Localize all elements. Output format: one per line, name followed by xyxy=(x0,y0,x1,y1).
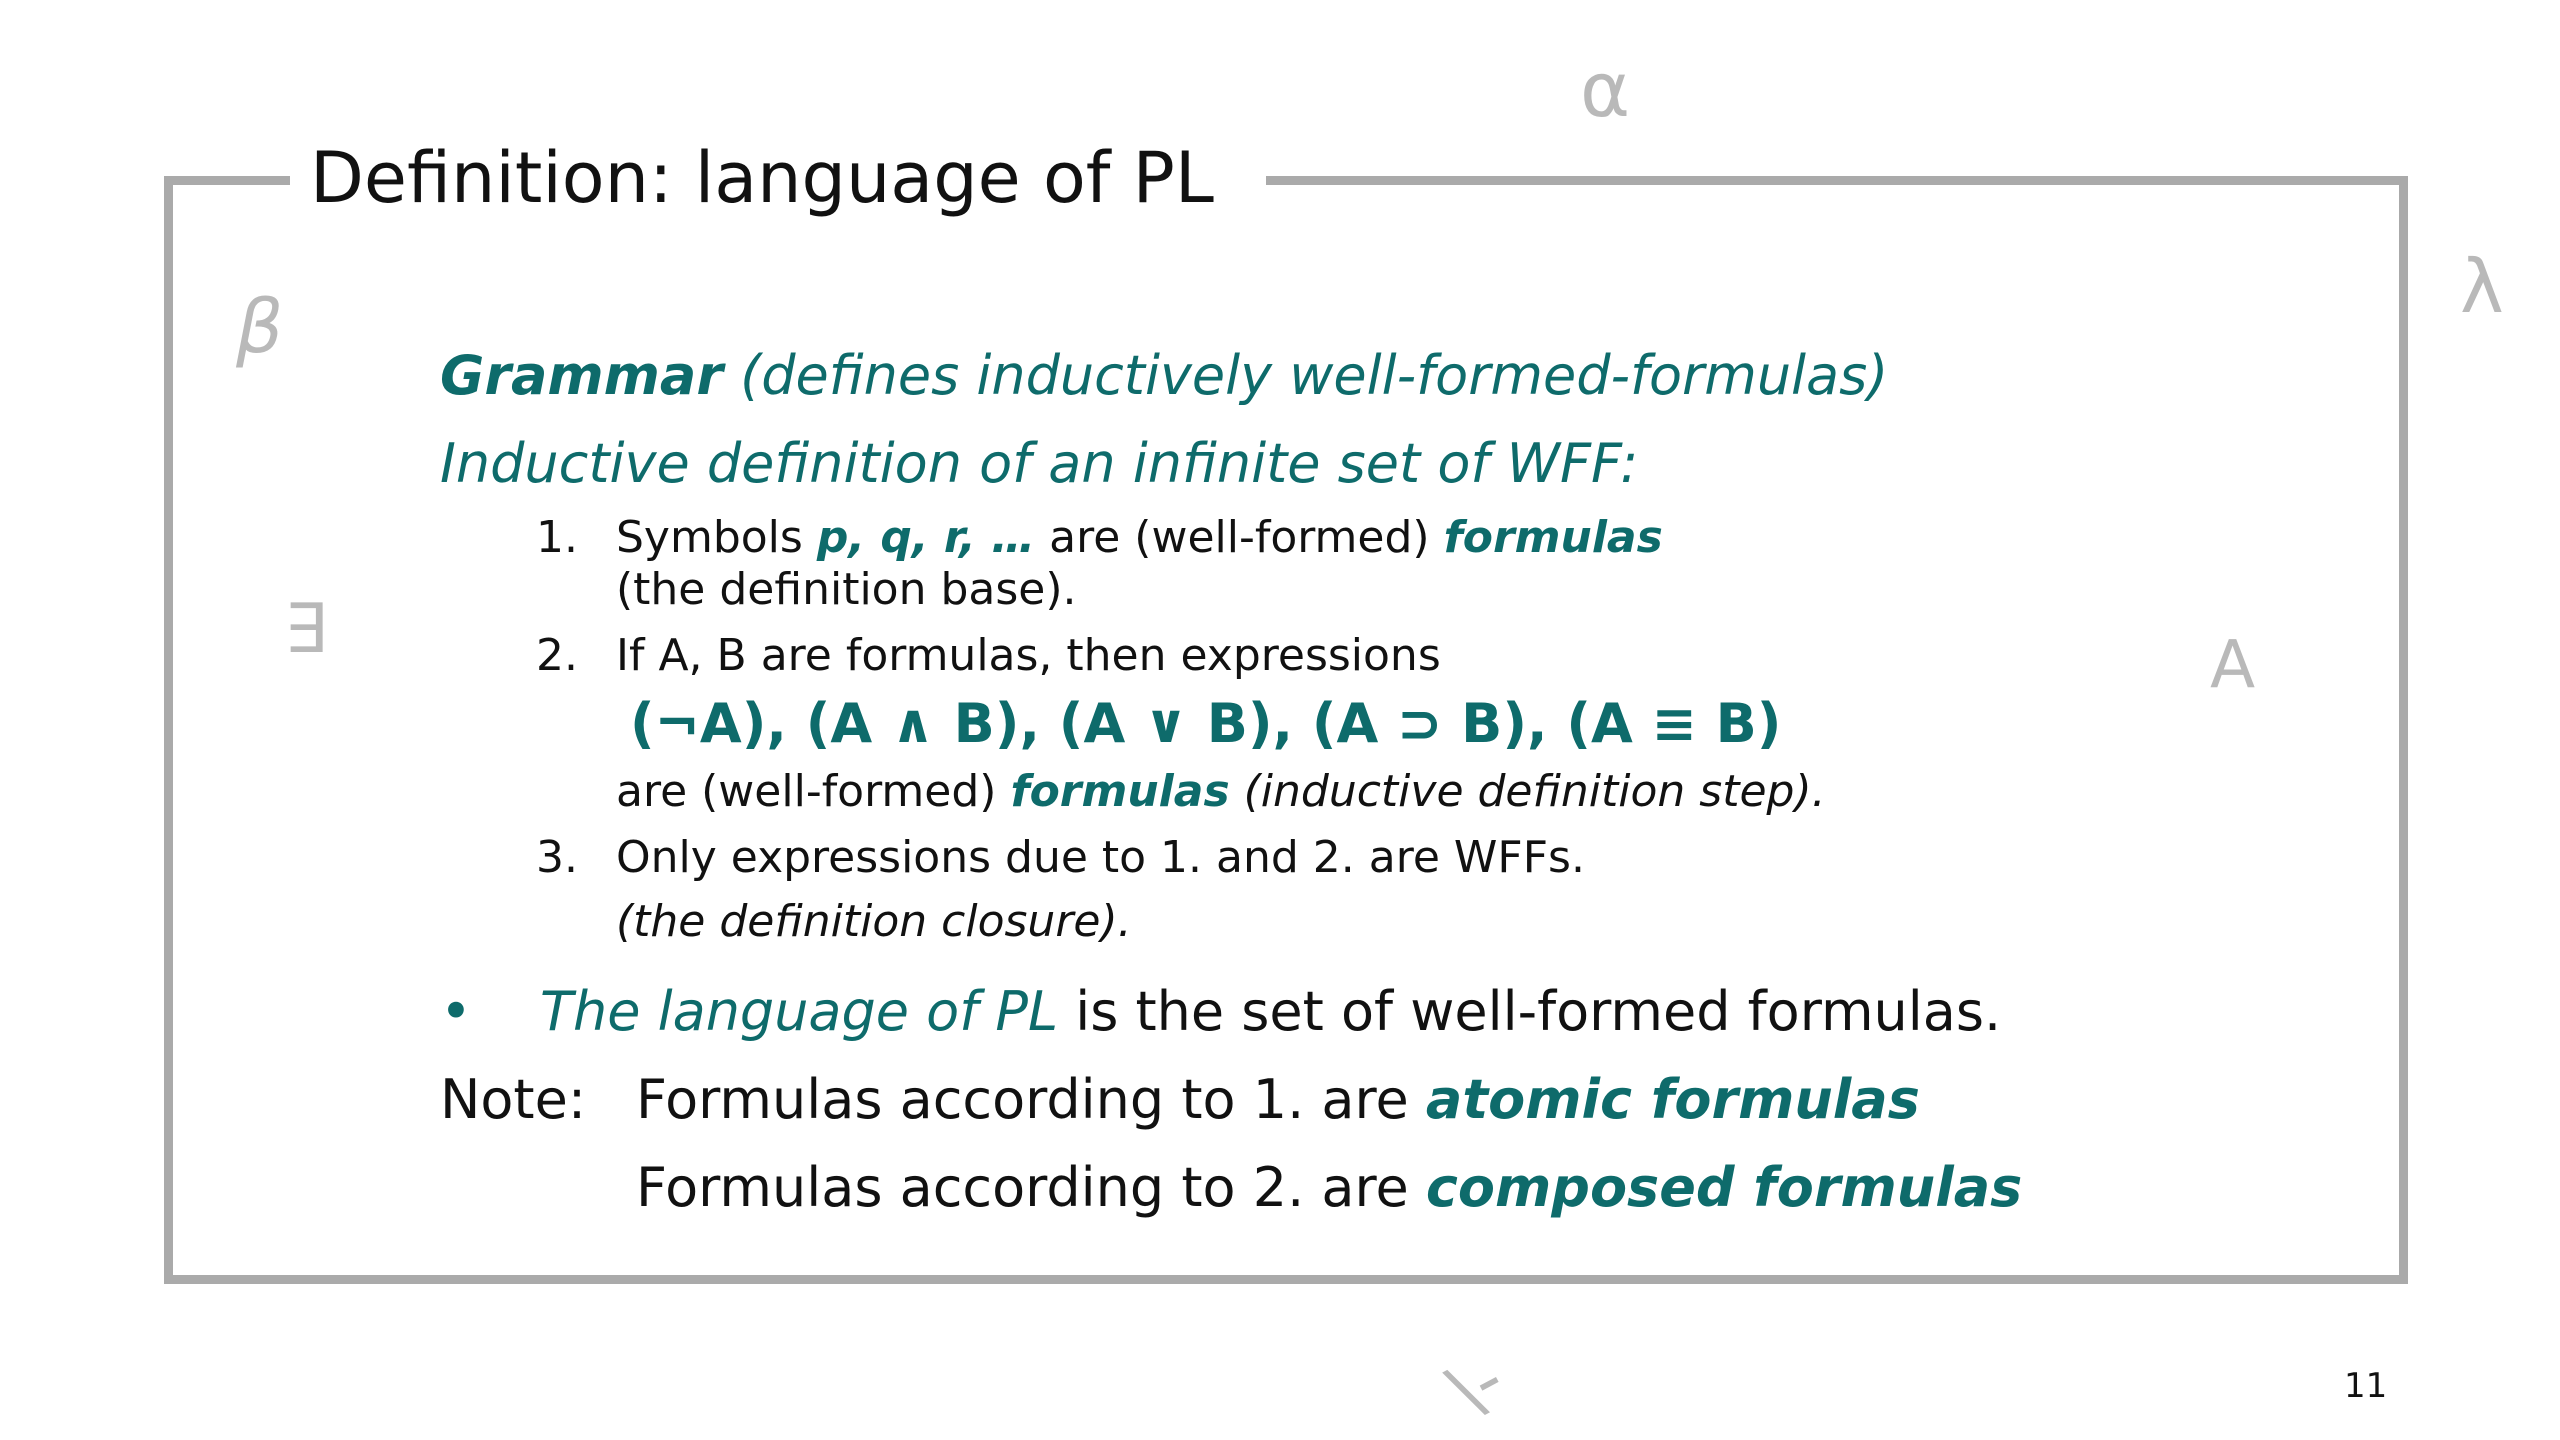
alpha-symbol-icon: α xyxy=(1580,45,1631,134)
item-number: 1. xyxy=(536,512,578,563)
note-emphasis: atomic formulas xyxy=(1425,1068,1920,1131)
language-bullet xyxy=(440,968,2340,1056)
bullet-dot: • xyxy=(440,980,472,1043)
note-emphasis: composed formulas xyxy=(1425,1156,2023,1219)
item-lead-text: Symbols xyxy=(616,512,817,563)
lambda-symbol-icon: λ xyxy=(2460,244,2504,330)
forall-symbol-icon: ∀ xyxy=(2210,623,2256,700)
grammar-label: Grammar xyxy=(440,344,723,407)
slide-content xyxy=(440,332,2340,1232)
slide-title: Definition: language of PL xyxy=(290,130,1266,226)
turnstile-symbol-icon: \- xyxy=(1435,1337,1518,1433)
item-emphasis: formulas xyxy=(1443,512,1663,563)
bullet-emphasis: The language of PL xyxy=(540,980,1059,1043)
grammar-description: (defines inductively well-formed-formulas) xyxy=(723,344,1889,407)
grammar-line xyxy=(440,332,2340,420)
page-number: 11 xyxy=(2344,1366,2388,1406)
item-second-line: (the definition closure). xyxy=(616,896,1132,947)
item-second-line xyxy=(616,766,2340,818)
note-line-1 xyxy=(440,1056,2340,1144)
definition-item-3 xyxy=(440,832,2340,948)
formula-expressions: (¬A), (A ∧ B), (A ∨ B), (A ⊃ B), (A ≡ B) xyxy=(630,692,1782,755)
item-tail-text: (inductive definition step). xyxy=(1229,766,1826,817)
item-number: 2. xyxy=(536,630,578,681)
item-symbols: p, q, r, … xyxy=(816,512,1036,563)
note-label: Note: xyxy=(440,1068,587,1131)
item-text: Only expressions due to 1. and 2. are WFFs. xyxy=(616,832,1585,883)
definition-list xyxy=(440,512,2340,948)
note-line-2 xyxy=(440,1144,2340,1232)
definition-item-2 xyxy=(440,623,2340,818)
item-second-line: (the definition base). xyxy=(616,564,1077,615)
inductive-definition-line: Inductive definition of an infinite set of WFF: xyxy=(440,432,1639,495)
item-number: 3. xyxy=(536,832,578,883)
note-text: Formulas according to 1. are xyxy=(636,1068,1426,1131)
item-emphasis: formulas xyxy=(1010,766,1230,817)
bullet-text: is the set of well-formed formulas. xyxy=(1058,980,2002,1043)
item-text: If A, B are formulas, then expressions xyxy=(616,630,1441,681)
beta-symbol-icon: β xyxy=(236,284,284,370)
note-text: Formulas according to 2. are xyxy=(636,1156,1426,1219)
item-lead-text: are (well-formed) xyxy=(616,766,1011,817)
item-mid-text: are (well-formed) xyxy=(1035,512,1444,563)
exists-symbol-icon: ∃ xyxy=(284,590,327,669)
definition-item-1 xyxy=(440,512,2340,616)
